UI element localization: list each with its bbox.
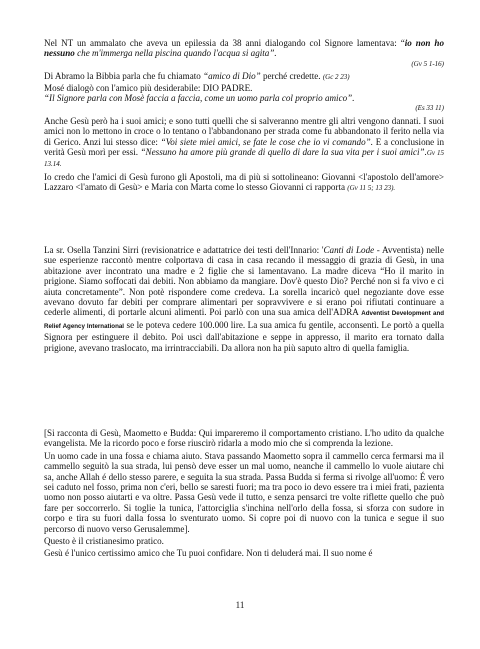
quote-text: “Nessuno ha amore più grande di quello di dare la sua vita per i suoi amici”.: [140, 147, 427, 158]
text-run: perché credette.: [260, 71, 323, 82]
page-number: 11: [235, 600, 245, 610]
bible-reference: Gv 15 13.14.: [44, 149, 444, 169]
paragraph-osella: [44, 245, 444, 353]
text-run: - Avventista) nelle sue esperienze raccontò mentre colportava di casa in casa recando il messaggio di grazia di Gesù, in una abitazione aver incontrato una madre e 2 figlie che si lamentavano. La madre diceva “Ho il marito in prigione. Siamo soffocati dai debiti. Non abbiamo da mangiare. Dov'è questo Dio? Perché non si fa vivo e ci aiuta concretamente”. Non potè rispondere come credeva. La sorella incaricò quel negoziante dove esse avevano dovuto far debiti per comprare alimentari per sopravvivere e si erano poi rifiutati continuare a cederle alimenti, di portarle alcuni alimenti. Poi parlò con una sua amica dell'ADRA: [44, 245, 444, 318]
text-run: se le poteva cedere 100.000 lire. La sua amica fu gentile, acconsentì. Le portò a quella Signora per estinguere il debito. Poi uscì dall'abitazione e seppe in appresso, il marito era tornato dalla prigione, avevano traslocato, ma irrintracciabili. Da allora non ha più saputo altro di quella famiglia.: [44, 319, 444, 353]
section-parable: [44, 428, 444, 561]
paragraph-apostles: [44, 172, 444, 194]
paragraph-parable-intro: [Si racconta di Gesù, Maometto e Budda: Qui impareremo il comportamento cristiano. L'ho udito da qualche evangelista. Me la ricordo poco e forse riuscirò ridarla a modo mio che si comprenda la lezione.: [44, 428, 444, 449]
text-run: Di Abramo la Bibbia parla che fu chiamato: [44, 71, 204, 82]
text-run: La sr. Osella Tanzini Sirri (revisionatrice e adattatrice dei testi dell'Innario: ': [44, 245, 324, 255]
section-osella-story: [44, 245, 444, 355]
text-run: Mosé dialogò con l'amico più desiderabile: DIO PADRE.: [44, 82, 253, 93]
paragraph-sick-man: [44, 38, 444, 69]
text-run: Anche Gesù però ha i suoi amici; e sono tutti quelli che si salveranno mentre gli altri vengono dannati. I suoi amici non lo mettono in croce o lo tentano o l'abbandonano per strada come fu abbandonato il ferito nella via di Gerico. Anzi lui stesso dice:: [44, 115, 444, 147]
section-friends-of-god: [44, 38, 444, 196]
quote-text: “Voi siete miei amici, se fate le cose che io vi comando”.: [160, 136, 373, 147]
quote-text: “Il Signore parla con Mosè faccia a faccia, come un uomo parla col proprio amico”.: [44, 93, 355, 104]
emphasis-quote: io non ho nessuno: [44, 38, 444, 59]
hymnal-title: Canti di Lode: [323, 245, 375, 255]
bible-reference: (Gv 5 1-16): [411, 59, 444, 68]
paragraph-practical-christianity: Questo è il cristianesimo pratico.: [44, 536, 164, 547]
paragraph-only-friend: Gesù é l'unico certissimo amico che Tu puoi confidare. Non ti deluderá mai. Il suo nome é: [44, 548, 373, 559]
bible-reference: (Gc 2 23): [322, 73, 350, 82]
text-run: Nel NT un ammalato che aveva un epilessia da 38 anni dialogando col Signore lamentava: “: [44, 38, 405, 48]
paragraph-jesus-friends: [44, 116, 444, 170]
paragraph-parable-story: Un uomo cade in una fossa e chiama aiuto. Stava passando Maometto sopra il cammello cerca fermarsi ma il cammello seguitò la sua strada, lui pensò deve esser un mal uomo, neanche il cammello lo vuole aiutare chi sa, anche Allah é dello stesso parere, e seguita la sua strada. Passa Budda si ferma si rivolge all'uomo: É vero sei caduto nel fosso, prima non c'eri, bello se saresti fuori; ma tra poco io devo essere tra i miei frati, pazienta uomo non posso aiutarti e va oltre. Passa Gesù vede il tutto, e senza pensarci tre volte riflette quello che può fare per soccorrerlo. Si toglie la tunica, l'attorciglia s'inchina nell'orlo della fossa, si sforza con sudore in corpo e tira su fuori dalla fossa lo sventurato uomo. Si copre poi di nuovo con la tunica e segue il suo percorso di nuovo verso Gerusalemme].: [44, 450, 444, 534]
adra-name: Adventist Development and Relief Agency International: [44, 310, 445, 330]
quote-text: “amico di Dio”: [203, 71, 261, 82]
text-run: E a conclusione in verità Gesù morì per essi.: [44, 136, 444, 158]
bible-reference: (Es 33 11): [415, 104, 444, 113]
paragraph-abraham: [44, 71, 444, 114]
quote-text: che m'immerga nella piscina quando l'acqua si agita”.: [74, 48, 277, 59]
bible-reference: (Gv 11 5; 13 23).: [347, 184, 396, 193]
text-run: Io credo che l'amici di Gesù furono gli Apostoli, ma di più si sottolineano: Giovanni <l'apostolo dell'amore> Lazzaro <l'amato di Gesù> e Maria con Marta come lo stesso Giovanni ci rapporta: [44, 171, 444, 193]
